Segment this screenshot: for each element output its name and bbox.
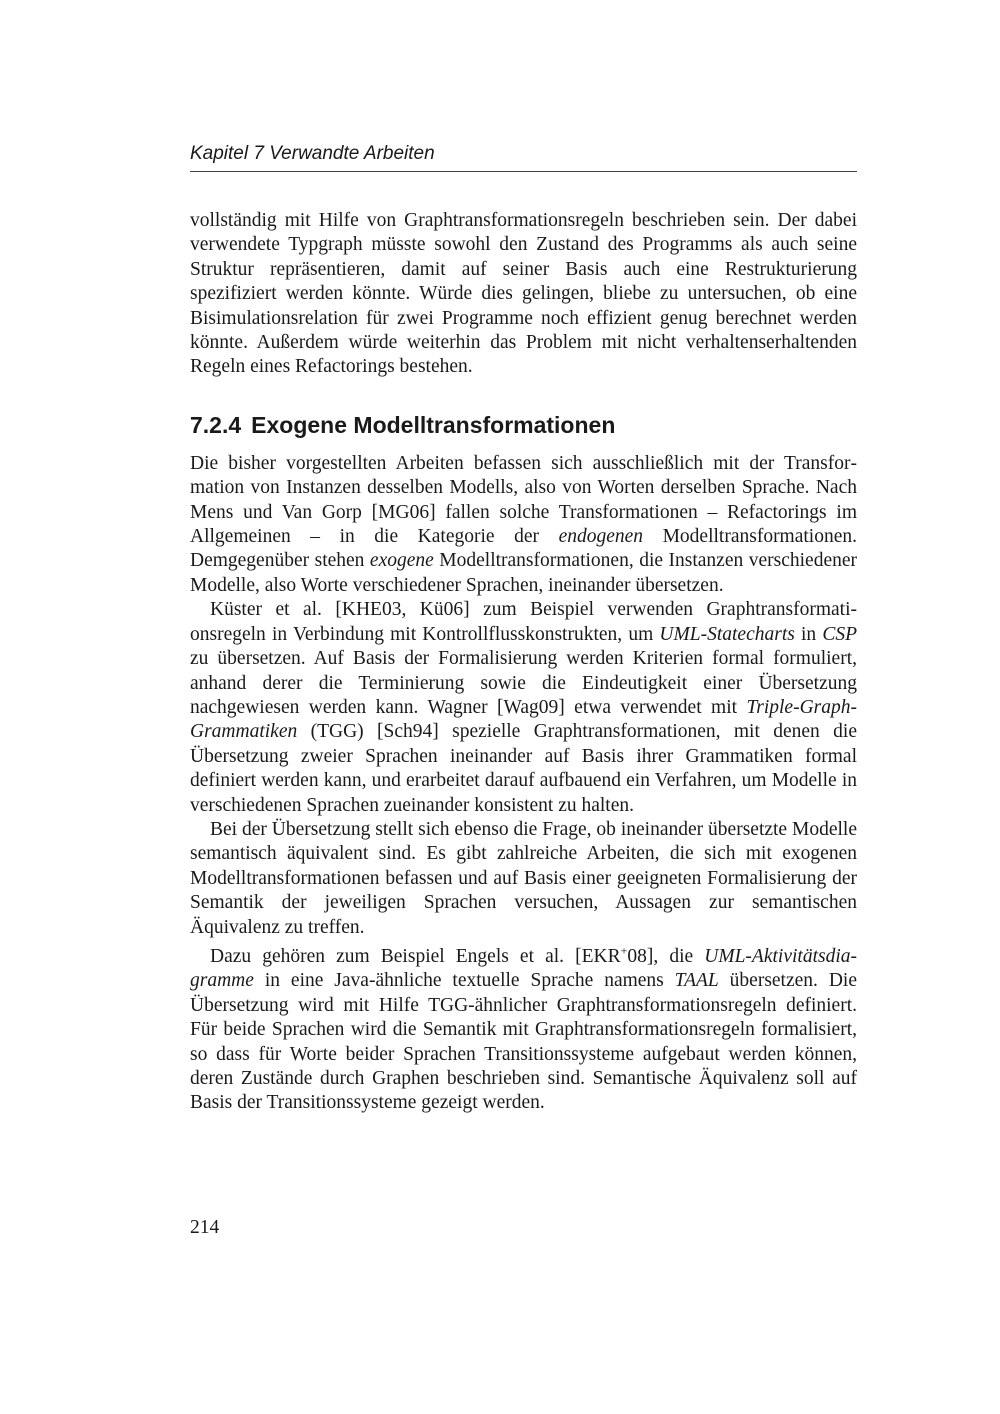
text-run: 08], die	[627, 945, 705, 967]
text-run: zu übersetzen. Auf Basis der Formalisierung werden Kriterien formal formuliert, anhand derer die Terminierung sowie die Eindeutigkeit einer Übersetzung nachgewiesen werden kann. Wagner [Wag09] etwa verwendet mit	[190, 648, 857, 718]
section-number: 7.2.4	[190, 411, 242, 438]
text-run: Dazu gehören zum Beispiel Engels et al. [EKR	[210, 945, 621, 967]
emphasis: UML-Aktivitätsdiagramme	[190, 945, 857, 992]
text-run: in eine Java-ähnliche textuelle Sprache namens	[253, 970, 675, 992]
text-run: übersetzen. Die Übersetzung wird mit Hilfe TGG-ähnlicher Graphtransformationsregeln definiert. Für beide Sprachen wird die Semantik mit Graphtransformationsregeln formalisiert, so dass für Worte beider Sprachen Transitionssysteme aufgebaut werden können, deren Zustände durch Graphen beschrieben sind. Semantische Äquivalenz soll auf Basis der Transitionssysteme gezeigt werden.	[190, 970, 857, 1114]
emphasis: endogenen	[558, 526, 644, 548]
paragraph-kuester	[190, 598, 857, 818]
paragraph-intro	[190, 452, 857, 598]
superscript: +	[620, 943, 628, 958]
section-title: Exogene Modelltransformationen	[251, 411, 616, 438]
text-run: Die bisher vorgestellten Arbeiten befassen sich ausschließlich mit der Transformation von Instanzen desselben Modells, also von Worten derselben Sprache. Nach Mens und Van Gorp [MG06] fallen solche Transformationen – Refactorings im Allgemeinen – in die Kategorie der	[190, 452, 857, 548]
section-heading	[190, 410, 857, 440]
page-number: 214	[190, 1217, 220, 1238]
emphasis: UML-Statecharts	[659, 623, 795, 645]
text-run: (TGG) [Sch94] spezielle Graphtransformationen, mit denen die Übersetzung zweier Sprachen ineinander auf Basis ihrer Grammatiken formal definiert werden kann, und erarbeitet darauf aufbauend ein Verfahren, um Modelle in verschiedenen Sprachen zueinander konsistent zu halten.	[190, 721, 857, 816]
text-run: in	[794, 623, 823, 645]
emphasis: exogene	[369, 550, 434, 572]
paragraph-engels	[190, 945, 857, 1116]
emphasis: Triple-Graph-Grammatiken	[190, 696, 857, 743]
emphasis: TAAL	[674, 970, 719, 992]
text-run: Modelltransformationen, die Instanzen verschiedener Modelle, also Worte verschiedener Sprachen, ineinander übersetzen.	[190, 550, 857, 596]
text-run: Modelltransformationen. Demgegenüber stehen	[190, 526, 857, 572]
running-head: Kapitel 7 Verwandte Arbeiten	[190, 143, 435, 164]
paragraph-continuation: vollständig mit Hilfe von Graphtransformationsregeln beschrieben sein. Der dabei verwendete Typgraph müsste sowohl den Zustand des Programms als auch seine Struktur repräsentieren, damit auf seiner Basis auch eine Restrukturierung spezifiziert werden könnte. Würde dies gelingen, bliebe zu untersuchen, ob eine Bisimulationsrelation für zwei Programme noch effizient genug berechnet werden könnte. Außerdem würde weiterhin das Problem mit nicht verhaltenserhaltenden Regeln eines Refactorings bestehen.	[190, 210, 857, 378]
document-page	[190, 0, 857, 1414]
header-rule	[190, 171, 857, 172]
body-text	[190, 209, 857, 1116]
emphasis: CSP	[822, 623, 858, 645]
text-run: Küster et al. [KHE03, Kü06] zum Beispiel verwenden Graphtransformationsregeln in Verbindung mit Kontrollflusskonstrukten, um	[190, 599, 857, 645]
paragraph-semantic-equivalence: Bei der Übersetzung stellt sich ebenso die Frage, ob ineinander übersetzte Modelle semantisch äquivalent sind. Es gibt zahlreiche Arbeiten, die sich mit exogenen Modelltransformationen befassen und auf Basis einer geeigneten Formalisierung der Semantik der jeweiligen Sprachen versuchen, Aussagen zur semantischen Äquivalenz zu treffen.	[190, 818, 857, 938]
